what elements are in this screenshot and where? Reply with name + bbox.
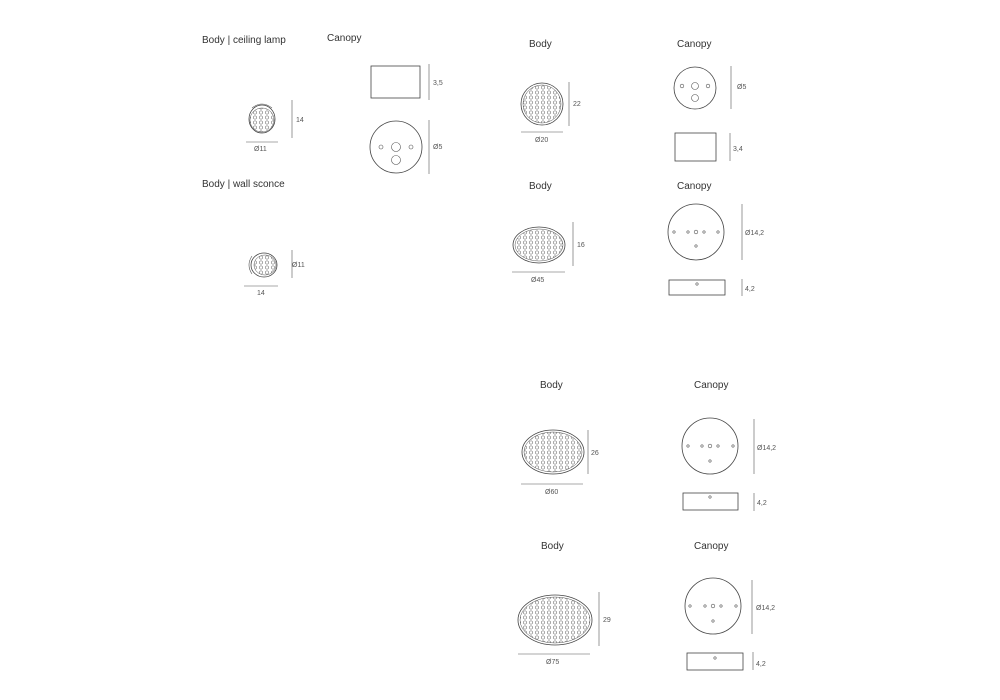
ceiling-body-height: 14	[296, 117, 304, 124]
ceiling-lamp-body-drawing	[249, 104, 275, 133]
wall-body-depth: 14	[257, 290, 265, 297]
large-canopy-top-view	[682, 418, 738, 474]
small-canopy-top-view	[674, 67, 716, 109]
xlarge-body-diameter: Ø75	[546, 659, 560, 666]
medium-canopy-height: 4,2	[745, 286, 755, 293]
small-body-diameter: Ø20	[535, 137, 549, 144]
xlarge-canopy-side-view	[687, 653, 743, 670]
xlarge-body-drawing	[518, 595, 592, 645]
xlarge-canopy-height: 4,2	[756, 661, 766, 668]
medium-canopy-label: Canopy	[677, 181, 712, 192]
wall-body-diameter: Ø11	[292, 262, 305, 269]
medium-body-height: 16	[577, 242, 585, 249]
ceiling-canopy-label: Canopy	[327, 33, 362, 44]
large-body-label: Body	[540, 380, 563, 391]
medium-canopy-top-view	[668, 204, 724, 260]
ceiling-canopy-height: 3,5	[433, 80, 443, 87]
size-medium-section	[512, 181, 764, 296]
large-body-drawing	[522, 430, 584, 474]
large-canopy-side-view	[683, 493, 738, 510]
medium-canopy-side-view	[669, 280, 725, 295]
size-large-section	[521, 380, 776, 511]
small-body-drawing	[521, 83, 563, 125]
medium-canopy-diameter: Ø14,2	[745, 230, 765, 237]
large-body-height: 26	[591, 450, 599, 457]
large-canopy-label: Canopy	[694, 380, 729, 391]
small-body-label: Body	[529, 39, 552, 50]
small-canopy-side-view	[675, 133, 716, 161]
small-body-height: 22	[573, 101, 581, 108]
ceiling-canopy-side-view	[371, 66, 420, 98]
medium-body-diameter: Ø45	[531, 277, 545, 284]
xlarge-body-label: Body	[541, 541, 564, 552]
large-body-diameter: Ø60	[545, 489, 559, 496]
large-canopy-diameter: Ø14,2	[757, 445, 777, 452]
ceiling-body-diameter: Ø11	[254, 146, 267, 153]
medium-body-drawing	[513, 227, 565, 263]
ceiling-lamp-section	[202, 33, 443, 174]
small-canopy-label: Canopy	[677, 39, 712, 50]
wall-body-label: Body | wall sconce	[202, 179, 285, 190]
xlarge-canopy-top-view	[685, 578, 741, 634]
large-canopy-height: 4,2	[757, 500, 767, 507]
size-xlarge-section	[518, 541, 775, 670]
wall-sconce-section	[202, 179, 305, 297]
small-canopy-height: 3,4	[733, 146, 743, 153]
ceiling-body-label: Body | ceiling lamp	[202, 35, 286, 46]
xlarge-canopy-diameter: Ø14,2	[756, 605, 776, 612]
xlarge-body-height: 29	[603, 617, 611, 624]
medium-body-label: Body	[529, 181, 552, 192]
xlarge-canopy-label: Canopy	[694, 541, 729, 552]
ceiling-canopy-diameter: Ø5	[433, 144, 443, 151]
size-small-section	[521, 39, 746, 161]
ceiling-canopy-top-view	[370, 121, 422, 173]
wall-sconce-body-drawing	[249, 253, 277, 277]
small-canopy-diameter: Ø5	[737, 84, 747, 91]
